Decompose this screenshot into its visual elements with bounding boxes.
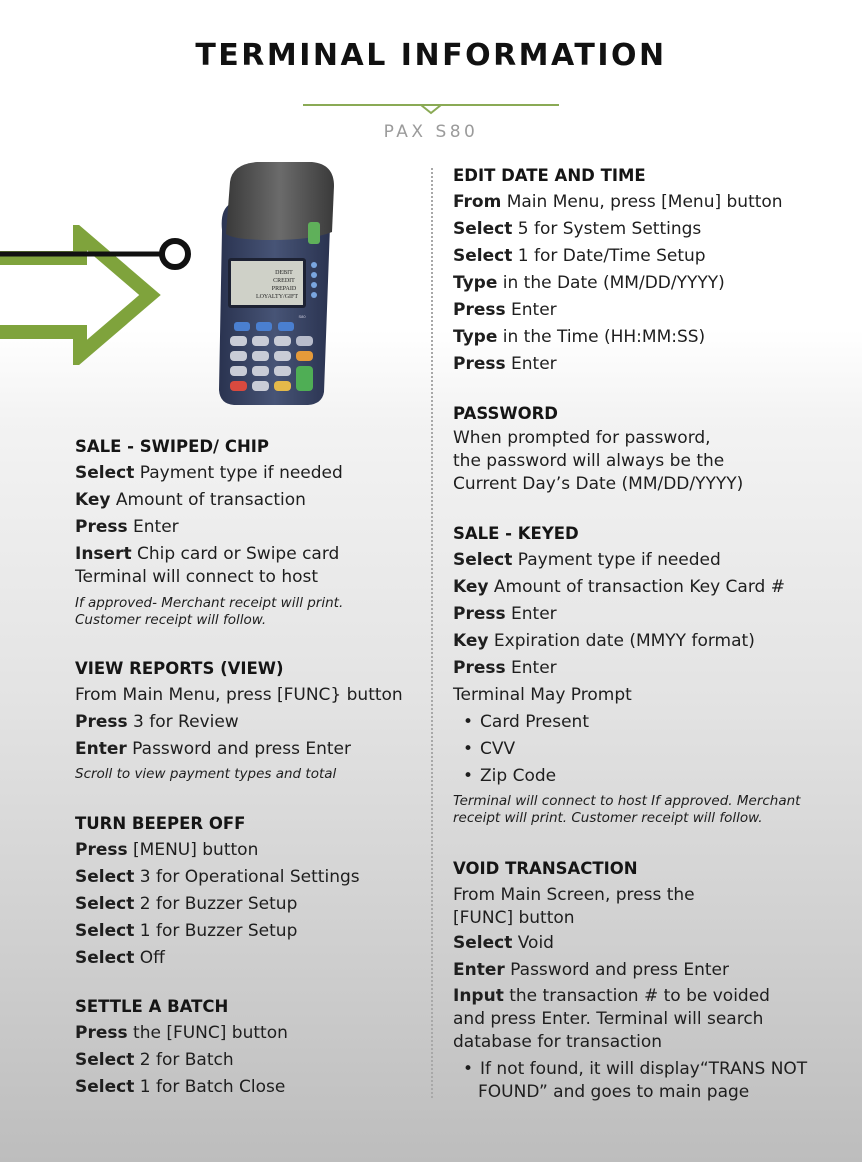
step-line: Select 1 for Buzzer Setup (75, 921, 298, 941)
section-title: TURN BEEPER OFF (75, 814, 246, 833)
step-line: Terminal will connect to host (75, 567, 319, 587)
section-title: VOID TRANSACTION (453, 859, 638, 878)
step-line: Enter Password and press Enter (453, 960, 729, 980)
section-title: VIEW REPORTS (VIEW) (75, 659, 284, 678)
arrow-graphic-icon (0, 225, 200, 365)
step-line: Select 1 for Date/Time Setup (453, 246, 706, 266)
title-divider-line (303, 96, 559, 118)
section-title: SETTLE A BATCH (75, 997, 229, 1016)
terminal-screen-line-3: PREPAID (271, 286, 297, 292)
step-line: Insert Chip card or Swipe card (75, 544, 340, 564)
terminal-screen-line-4: LOYALTY/GIFT (255, 294, 299, 300)
terminal-model-label: S80 (298, 314, 306, 319)
bullet-item: • CVV (453, 736, 833, 763)
section-password (453, 400, 833, 496)
note-text: receipt will print. Customer receipt will follow. (453, 810, 763, 826)
section-void-transaction (453, 855, 833, 1104)
section-edit-date-time (453, 162, 833, 378)
step-line: Press [MENU] button (75, 840, 259, 860)
step-line: Enter Password and press Enter (75, 739, 351, 759)
step-line: Select Payment type if needed (75, 463, 343, 483)
step-line: Select 2 for Buzzer Setup (75, 894, 298, 914)
step-line: Select Payment type if needed (453, 550, 721, 570)
section-title: EDIT DATE AND TIME (453, 166, 646, 185)
step-line: Press Enter (75, 517, 179, 537)
paragraph-line: Current Day’s Date (MM/DD/YYYY) (453, 474, 744, 494)
step-line: Press 3 for Review (75, 712, 239, 732)
bullet-item: • Zip Code (453, 763, 833, 790)
step-line: Select Off (75, 948, 165, 968)
section-title: SALE - KEYED (453, 524, 579, 543)
pax-terminal-illustration (212, 160, 340, 408)
step-line: From Main Menu, press [FUNC} button (75, 685, 403, 705)
section-turn-beeper-off (75, 810, 455, 972)
terminal-screen-line-2: CREDIT (273, 278, 295, 284)
step-line: Press Enter (453, 300, 557, 320)
section-settle-batch (75, 993, 455, 1101)
paragraph-line: the password will always be the (453, 451, 725, 471)
paragraph-line: database for transaction (453, 1032, 663, 1052)
paragraph-line: From Main Screen, press the (453, 885, 695, 905)
step-line: Select 5 for System Settings (453, 219, 702, 239)
step-line: Select 3 for Operational Settings (75, 867, 360, 887)
bullet-item: • Card Present (453, 709, 833, 736)
step-line: Press Enter (453, 658, 557, 678)
paragraph-line: [FUNC] button (453, 908, 575, 928)
note-text: Scroll to view payment types and total (75, 766, 337, 782)
step-line: Key Amount of transaction (75, 490, 306, 510)
note-text: If approved- Merchant receipt will print. (75, 595, 344, 611)
step-line: Type in the Time (HH:MM:SS) (453, 327, 706, 347)
step-line: Press the [FUNC] button (75, 1023, 288, 1043)
step-line: Key Amount of transaction Key Card # (453, 577, 785, 597)
section-title: PASSWORD (453, 404, 559, 423)
step-line: Terminal May Prompt (453, 685, 632, 705)
section-title: SALE - SWIPED/ CHIP (75, 437, 269, 456)
section-view-reports (75, 655, 455, 783)
step-line: Press Enter (453, 604, 557, 624)
bullet-item: • If not found, it will display“TRANS NOT FOUND” and goes to main page (453, 1058, 813, 1104)
step-line: Select Void (453, 933, 554, 953)
step-line: Key Expiration date (MMYY format) (453, 631, 755, 651)
section-sale-keyed (453, 520, 833, 827)
step-line: Press Enter (453, 354, 557, 374)
note-text: Customer receipt will follow. (75, 612, 267, 628)
paragraph-line: and press Enter. Terminal will search (453, 1009, 764, 1029)
section-sale-swiped-chip (75, 433, 455, 629)
paragraph-line: When prompted for password, (453, 428, 711, 448)
step-line: Select 1 for Batch Close (75, 1077, 286, 1097)
note-text: Terminal will connect to host If approved. Merchant (453, 793, 801, 809)
step-line: From Main Menu, press [Menu] button (453, 192, 783, 212)
paragraph-line: Input the transaction # to be voided (453, 986, 770, 1006)
page-title: TERMINAL INFORMATION (195, 38, 667, 73)
step-line: Type in the Date (MM/DD/YYYY) (453, 273, 725, 293)
step-line: Select 2 for Batch (75, 1050, 234, 1070)
terminal-screen-line-1: DEBIT (275, 270, 293, 276)
device-model-subtitle: PAX S80 (383, 122, 479, 142)
